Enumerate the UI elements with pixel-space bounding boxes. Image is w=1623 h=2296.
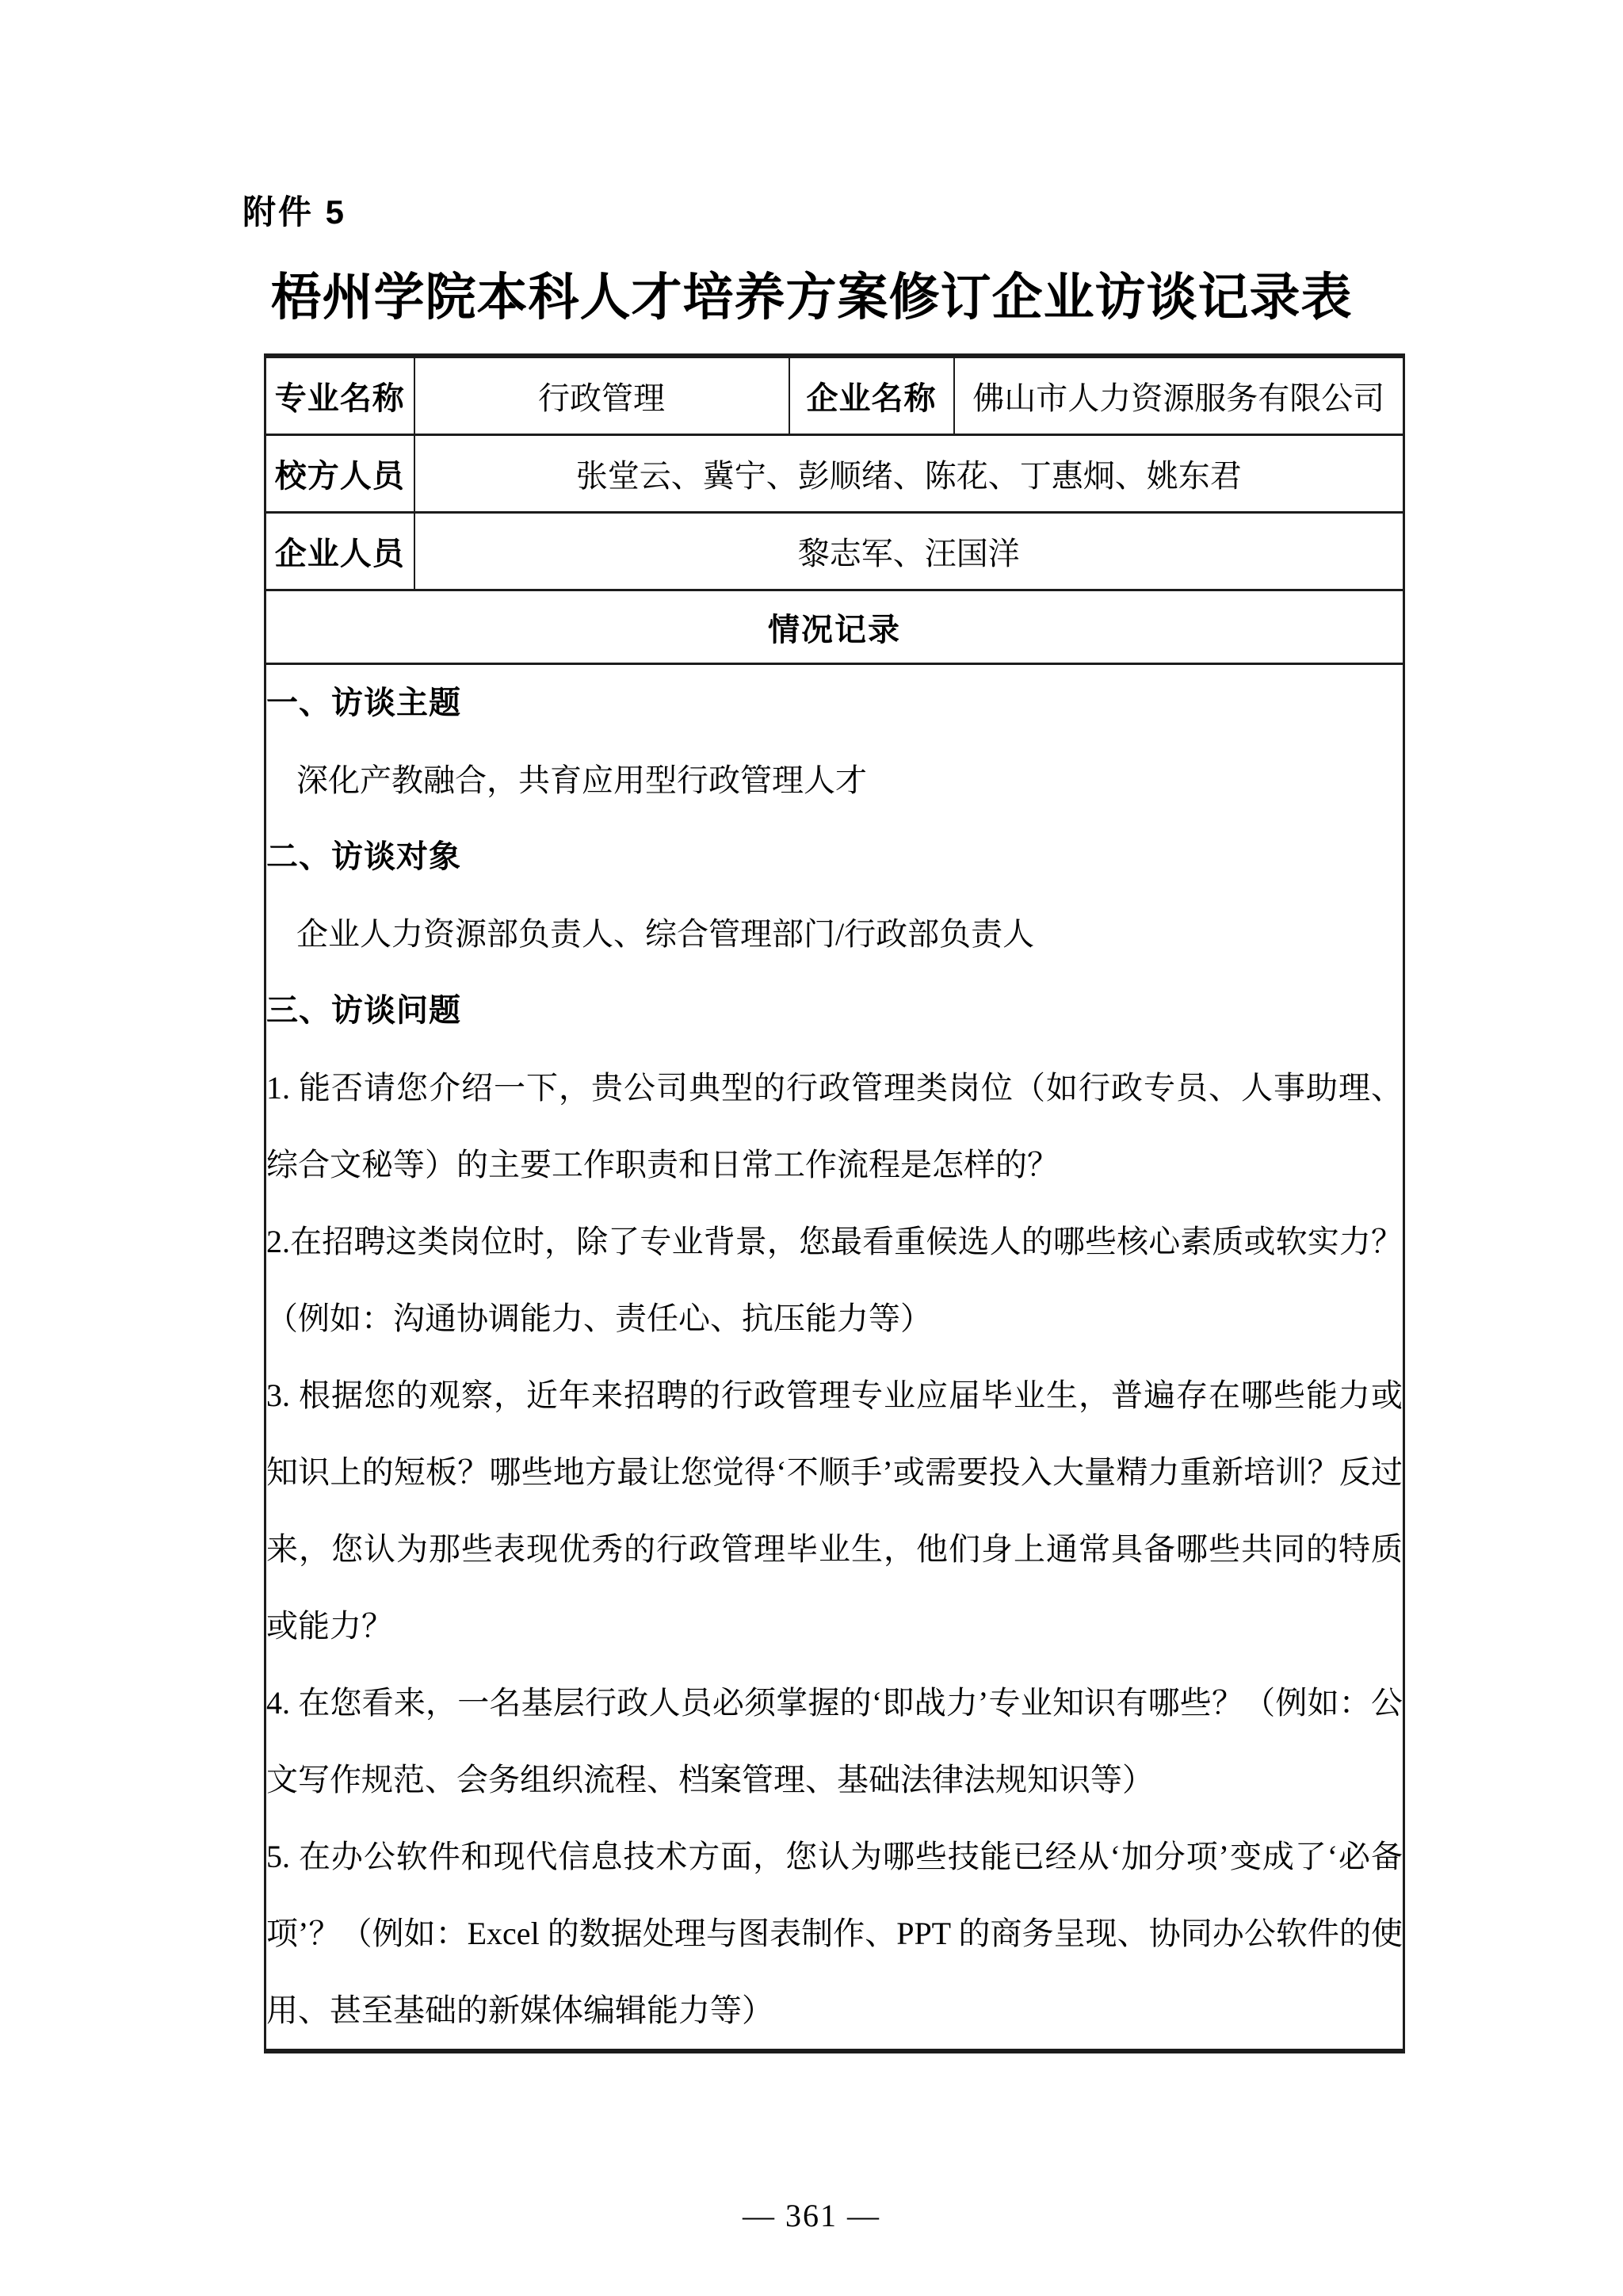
question-paragraph-5: 5. 在办公软件和现代信息技术方面，您认为哪些技能已经从‘加分项’变成了‘必备项’？（例如：Excel 的数据处理与图表制作、PPT 的商务呈现、协同办公软件的使用、甚至基础的新媒体编辑能力等） — [266, 1839, 1403, 2028]
interview-info-table — [264, 353, 1405, 2053]
table-row — [265, 664, 1404, 2052]
document-title: 梧州学院本科人才培养方案修订企业访谈记录表 — [270, 269, 1353, 326]
table-row — [265, 590, 1404, 664]
section-2-body: 企业人力资源部负责人、综合管理部门/行政部负责人 — [296, 916, 1035, 952]
school-staff-value-cell: 张堂云、冀宁、彭顺绪、陈花、丁惠炯、姚东君 — [414, 435, 1404, 513]
school-staff-label-cell: 校方人员 — [265, 435, 414, 513]
attachment-label: 附件 5 — [242, 193, 347, 231]
major-label-cell: 专业名称 — [265, 356, 414, 435]
table-row — [265, 435, 1404, 513]
table-row — [265, 513, 1404, 590]
company-value-cell: 佛山市人力资源服务有限公司 — [954, 356, 1404, 435]
major-value-cell: 行政管理 — [414, 356, 789, 435]
company-label-cell: 企业名称 — [789, 356, 954, 435]
company-staff-label-cell: 企业人员 — [265, 513, 414, 590]
section-3-heading: 三、访谈问题 — [266, 993, 461, 1028]
section-2-heading: 二、访谈对象 — [266, 839, 461, 874]
section-1-body: 深化产教融合，共育应用型行政管理人才 — [296, 762, 867, 798]
company-staff-value-cell: 黎志军、汪国洋 — [414, 513, 1404, 590]
question-paragraph-1: 1. 能否请您介绍一下，贵公司典型的行政管理类岗位（如行政专员、人事助理、综合文秘等）的主要工作职责和日常工作流程是怎样的？ — [266, 1070, 1403, 1182]
page-number: — 361 — — [743, 2198, 880, 2233]
question-paragraph-3: 3. 根据您的观察，近年来招聘的行政管理专业应届毕业生，普遍存在哪些能力或知识上的短板？哪些地方最让您觉得‘不顺手’或需要投入大量精力重新培训？反过来，您认为那些表现优秀的行政管理毕业生，他们身上通常具备哪些共同的特质或能力？ — [266, 1377, 1403, 1644]
table-row — [265, 356, 1404, 435]
section-1-heading: 一、访谈主题 — [266, 686, 461, 720]
record-cell — [265, 664, 1404, 2052]
record-header-cell: 情况记录 — [265, 590, 1404, 664]
question-paragraph-4: 4. 在您看来，一名基层行政人员必须掌握的‘即战力’专业知识有哪些？（例如：公文写作规范、会务组织流程、档案管理、基础法律法规知识等） — [266, 1685, 1403, 1797]
question-paragraph-2: 2.在招聘这类岗位时，除了专业背景，您最看重候选人的哪些核心素质或软实力？（例如：沟通协调能力、责任心、抗压能力等） — [266, 1224, 1403, 1336]
